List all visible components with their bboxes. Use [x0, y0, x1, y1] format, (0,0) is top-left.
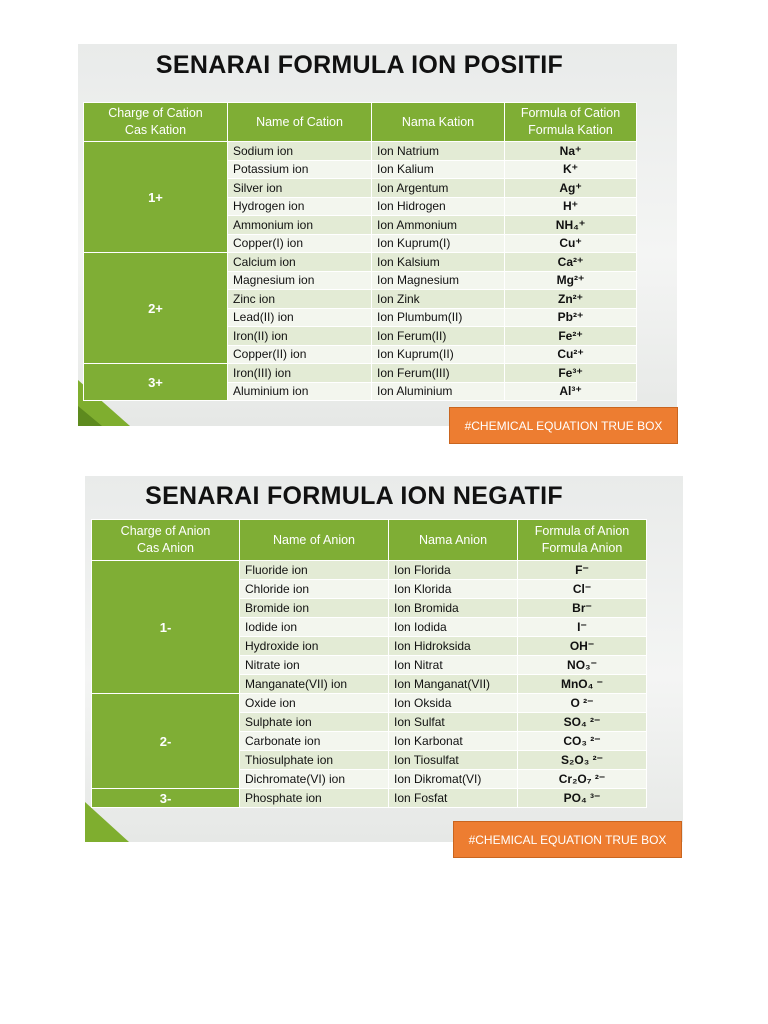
slide-negative-ions: [85, 476, 683, 842]
formula-cell: Zn²⁺: [505, 290, 637, 309]
nama-ion-cell: Ion Hidroksida: [389, 637, 518, 656]
column-header: Charge of Cation Cas Kation: [84, 103, 228, 142]
table-row: [92, 789, 647, 808]
ion-name-cell: Iron(II) ion: [228, 327, 372, 346]
ion-name-cell: Copper(I) ion: [228, 234, 372, 253]
formula-cell: Ag⁺: [505, 179, 637, 198]
nama-ion-cell: Ion Nitrat: [389, 656, 518, 675]
nama-ion-cell: Ion Magnesium: [372, 271, 505, 290]
nama-ion-cell: Ion Sulfat: [389, 713, 518, 732]
nama-ion-cell: Ion Kalsium: [372, 253, 505, 272]
nama-ion-cell: Ion Florida: [389, 561, 518, 580]
slide-title: SENARAI FORMULA ION NEGATIF: [145, 482, 563, 510]
nama-ion-cell: Ion Manganat(VII): [389, 675, 518, 694]
corner-decoration: [85, 802, 129, 842]
nama-ion-cell: Ion Plumbum(II): [372, 308, 505, 327]
formula-cell: CO₃ ²⁻: [518, 732, 647, 751]
formula-cell: Cl⁻: [518, 580, 647, 599]
charge-cell: 3-: [92, 789, 240, 808]
formula-cell: NH₄⁺: [505, 216, 637, 235]
column-header: Nama Anion: [389, 520, 518, 561]
nama-ion-cell: Ion Argentum: [372, 179, 505, 198]
formula-cell: Cr₂O₇ ²⁻: [518, 770, 647, 789]
formula-cell: Mg²⁺: [505, 271, 637, 290]
formula-cell: Cu⁺: [505, 234, 637, 253]
ion-name-cell: Copper(II) ion: [228, 345, 372, 364]
table-row: [84, 142, 637, 161]
ion-name-cell: Fluoride ion: [240, 561, 389, 580]
nama-ion-cell: Ion Oksida: [389, 694, 518, 713]
ion-name-cell: Iron(III) ion: [228, 364, 372, 383]
ion-name-cell: Carbonate ion: [240, 732, 389, 751]
slide-title: SENARAI FORMULA ION POSITIF: [155, 51, 564, 79]
nama-ion-cell: Ion Kalium: [372, 160, 505, 179]
nama-ion-cell: Ion Dikromat(VI): [389, 770, 518, 789]
nama-ion-cell: Ion Iodida: [389, 618, 518, 637]
ion-name-cell: Dichromate(VI) ion: [240, 770, 389, 789]
corner-decoration-dark: [78, 406, 102, 426]
table-row: [84, 364, 637, 383]
ion-name-cell: Lead(II) ion: [228, 308, 372, 327]
column-header: Charge of Anion Cas Anion: [92, 520, 240, 561]
charge-cell: 1-: [92, 561, 240, 694]
ion-name-cell: Thiosulphate ion: [240, 751, 389, 770]
formula-cell: Na⁺: [505, 142, 637, 161]
ion-name-cell: Calcium ion: [228, 253, 372, 272]
ion-name-cell: Oxide ion: [240, 694, 389, 713]
ion-name-cell: Ammonium ion: [228, 216, 372, 235]
charge-cell: 1+: [84, 142, 228, 253]
formula-cell: S₂O₃ ²⁻: [518, 751, 647, 770]
ion-name-cell: Potassium ion: [228, 160, 372, 179]
nama-ion-cell: Ion Tiosulfat: [389, 751, 518, 770]
nama-ion-cell: Ion Kuprum(I): [372, 234, 505, 253]
ion-name-cell: Magnesium ion: [228, 271, 372, 290]
table-header-row: [92, 520, 647, 561]
nama-ion-cell: Ion Ammonium: [372, 216, 505, 235]
formula-cell: Ca²⁺: [505, 253, 637, 272]
formula-cell: OH⁻: [518, 637, 647, 656]
ion-name-cell: Hydrogen ion: [228, 197, 372, 216]
formula-cell: NO₃⁻: [518, 656, 647, 675]
ion-name-cell: Phosphate ion: [240, 789, 389, 808]
column-header: Nama Kation: [372, 103, 505, 142]
ion-name-cell: Sulphate ion: [240, 713, 389, 732]
nama-ion-cell: Ion Natrium: [372, 142, 505, 161]
formula-cell: H⁺: [505, 197, 637, 216]
formula-cell: K⁺: [505, 160, 637, 179]
nama-ion-cell: Ion Karbonat: [389, 732, 518, 751]
charge-cell: 2+: [84, 253, 228, 364]
column-header: Formula of Cation Formula Kation: [505, 103, 637, 142]
column-header: Name of Cation: [228, 103, 372, 142]
formula-cell: Pb²⁺: [505, 308, 637, 327]
formula-cell: Fe²⁺: [505, 327, 637, 346]
table-row: [92, 561, 647, 580]
ion-name-cell: Manganate(VII) ion: [240, 675, 389, 694]
anion-table: [91, 519, 647, 808]
formula-cell: SO₄ ²⁻: [518, 713, 647, 732]
nama-ion-cell: Ion Kuprum(II): [372, 345, 505, 364]
formula-cell: O ²⁻: [518, 694, 647, 713]
nama-ion-cell: Ion Klorida: [389, 580, 518, 599]
nama-ion-cell: Ion Ferum(II): [372, 327, 505, 346]
formula-cell: Cu²⁺: [505, 345, 637, 364]
table-row: [92, 694, 647, 713]
formula-cell: MnO₄ ⁻: [518, 675, 647, 694]
hashtag-banner: #CHEMICAL EQUATION TRUE BOX: [453, 821, 682, 858]
ion-name-cell: Nitrate ion: [240, 656, 389, 675]
formula-cell: PO₄ ³⁻: [518, 789, 647, 808]
hashtag-banner: #CHEMICAL EQUATION TRUE BOX: [449, 407, 678, 444]
slide-positive-ions: [78, 44, 677, 426]
column-header: Name of Anion: [240, 520, 389, 561]
table-header-row: [84, 103, 637, 142]
ion-name-cell: Aluminium ion: [228, 382, 372, 401]
charge-cell: 2-: [92, 694, 240, 789]
charge-cell: 3+: [84, 364, 228, 401]
ion-name-cell: Chloride ion: [240, 580, 389, 599]
cation-table: [83, 102, 637, 401]
formula-cell: Fe³⁺: [505, 364, 637, 383]
formula-cell: Al³⁺: [505, 382, 637, 401]
table-row: [84, 253, 637, 272]
ion-name-cell: Zinc ion: [228, 290, 372, 309]
formula-cell: F⁻: [518, 561, 647, 580]
nama-ion-cell: Ion Ferum(III): [372, 364, 505, 383]
nama-ion-cell: Ion Hidrogen: [372, 197, 505, 216]
column-header: Formula of Anion Formula Anion: [518, 520, 647, 561]
formula-cell: I⁻: [518, 618, 647, 637]
nama-ion-cell: Ion Fosfat: [389, 789, 518, 808]
nama-ion-cell: Ion Zink: [372, 290, 505, 309]
ion-name-cell: Sodium ion: [228, 142, 372, 161]
ion-name-cell: Hydroxide ion: [240, 637, 389, 656]
formula-cell: Br⁻: [518, 599, 647, 618]
ion-name-cell: Bromide ion: [240, 599, 389, 618]
ion-name-cell: Silver ion: [228, 179, 372, 198]
nama-ion-cell: Ion Bromida: [389, 599, 518, 618]
ion-name-cell: Iodide ion: [240, 618, 389, 637]
nama-ion-cell: Ion Aluminium: [372, 382, 505, 401]
